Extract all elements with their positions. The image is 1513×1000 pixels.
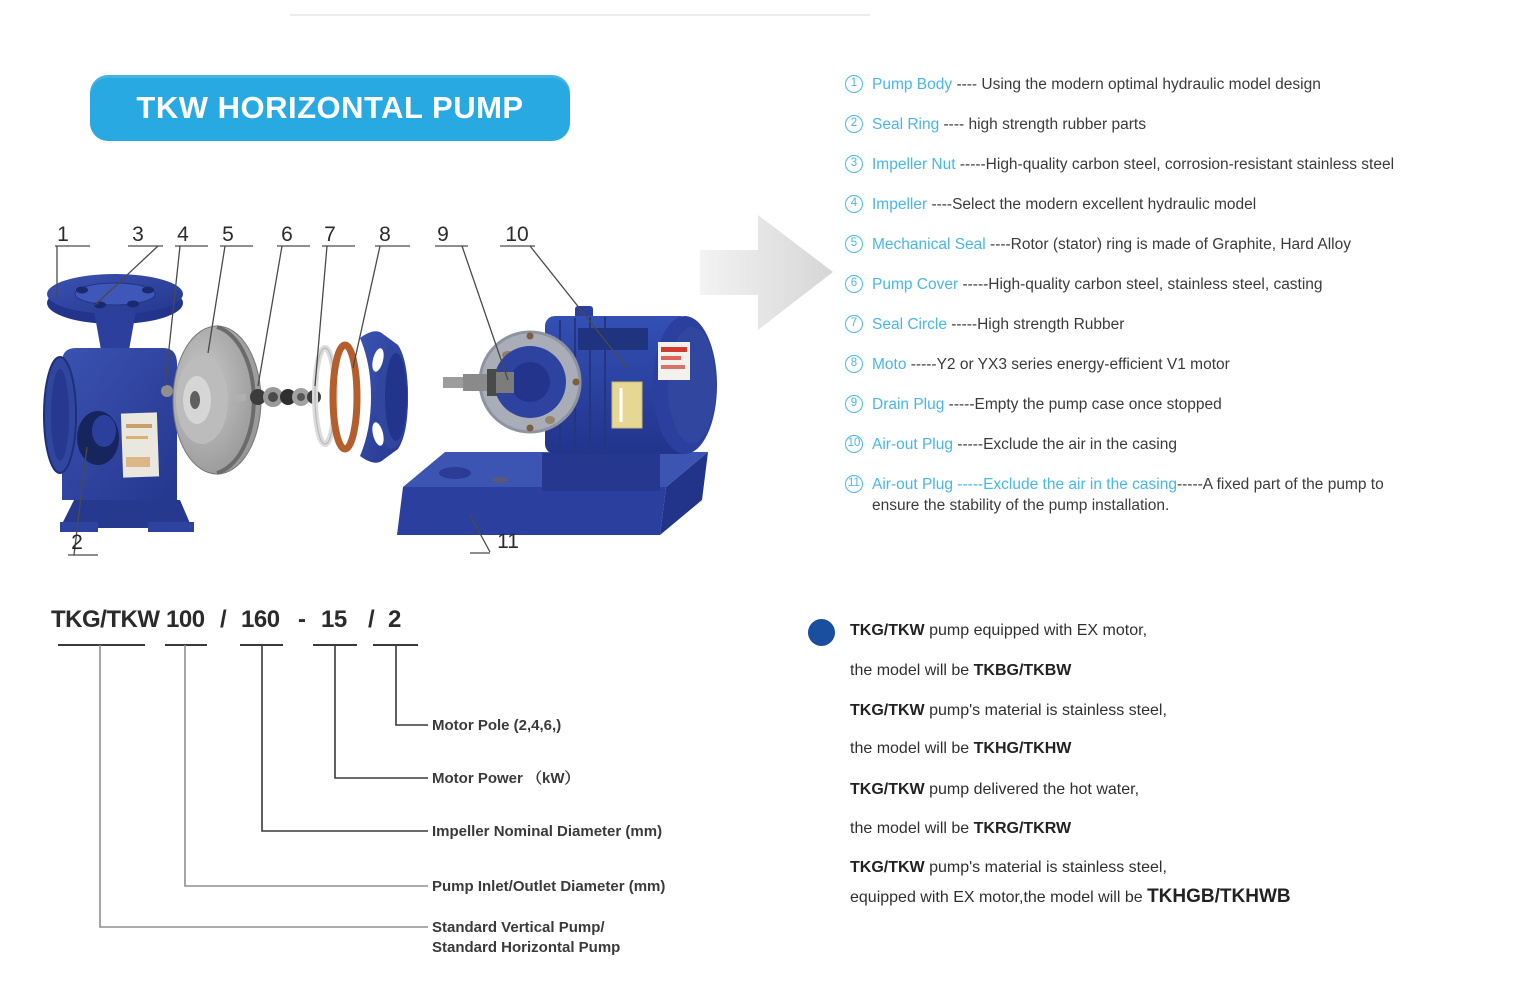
legend-item-pump-cover: 6 Pump Cover -----High-quality carbon steel, stainless steel, casting xyxy=(845,274,1505,295)
impeller-part xyxy=(173,326,261,474)
label-standard-pump-2: Standard Horizontal Pump xyxy=(432,939,621,956)
model-notes xyxy=(808,610,1448,940)
note-line-5: TKG/TKW pump delivered the hot water, xyxy=(850,781,1140,798)
part-number-8: 8 xyxy=(379,223,391,246)
legend-item-air-out-plug: 10 Air-out Plug -----Exclude the air in the casing xyxy=(845,434,1505,455)
note-line-6: the model will be TKRG/TKRW xyxy=(850,820,1072,837)
note-line-8: equipped with EX motor,the model will be TKHGB/TKHWB xyxy=(850,886,1291,907)
legend-number-badge: 5 xyxy=(845,235,863,253)
legend-number-badge: 11 xyxy=(845,475,863,493)
label-standard-pump-1: Standard Vertical Pump/ xyxy=(432,919,605,936)
part-number-1: 1 xyxy=(57,223,69,246)
parts-legend xyxy=(845,74,1505,535)
model-code-diagram xyxy=(40,595,740,990)
legend-item-air-out-plug-2: 11 Air-out Plug -----Exclude the air in the casing-----A fixed part of the pump to ensure the stability of the pump installation. xyxy=(845,474,1505,516)
legend-number-badge: 7 xyxy=(845,315,863,333)
model-separator-slash: / xyxy=(220,606,227,633)
legend-number-badge: 6 xyxy=(845,275,863,293)
legend-number-badge: 3 xyxy=(845,155,863,173)
model-segment-pole: 2 xyxy=(388,606,401,633)
part-number-10: 10 xyxy=(505,223,529,246)
part-number-5: 5 xyxy=(222,223,234,246)
shaft-part xyxy=(443,369,514,396)
legend-item-impeller: 4 Impeller ----Select the modern excellent hydraulic model xyxy=(845,194,1505,215)
note-line-4: the model will be TKHG/TKHW xyxy=(850,740,1072,757)
model-code-segments xyxy=(51,606,401,633)
bullet-icon xyxy=(808,619,835,646)
legend-item-mechanical-seal: 5 Mechanical Seal ----Rotor (stator) ring is made of Graphite, Hard Alloy xyxy=(845,234,1505,255)
part-number-4: 4 xyxy=(177,223,189,246)
legend-number-badge: 1 xyxy=(845,75,863,93)
part-number-2: 2 xyxy=(71,531,83,554)
legend-item-pump-body: 1 Pump Body ---- Using the modern optimal hydraulic model design xyxy=(845,74,1505,95)
label-pump-inlet-outlet: Pump Inlet/Outlet Diameter (mm) xyxy=(432,878,666,895)
model-tree-labels xyxy=(432,717,665,956)
label-impeller-diameter: Impeller Nominal Diameter (mm) xyxy=(432,823,663,840)
title-banner xyxy=(90,75,570,141)
legend-number-badge: 10 xyxy=(845,435,863,453)
label-motor-power: Motor Power （kW） xyxy=(432,770,580,787)
part-number-6: 6 xyxy=(281,223,293,246)
legend-number-badge: 8 xyxy=(845,355,863,373)
legend-item-seal-circle: 7 Seal Circle -----High strength Rubber xyxy=(845,314,1505,335)
model-separator-slash2: / xyxy=(368,606,375,633)
pump-body-part xyxy=(44,274,194,532)
part-number-11: 11 xyxy=(497,530,519,553)
legend-item-seal-ring: 2 Seal Ring ---- high strength rubber parts xyxy=(845,114,1505,135)
legend-item-drain-plug: 9 Drain Plug -----Empty the pump case once stopped xyxy=(845,394,1505,415)
model-tree-lines xyxy=(58,645,428,927)
arrow-right-icon xyxy=(700,215,833,330)
note-line-3: TKG/TKW pump's material is stainless steel, xyxy=(850,702,1167,719)
model-segment-power: 15 xyxy=(321,606,347,633)
note-line-1: TKG/TKW pump equipped with EX motor, xyxy=(850,622,1148,639)
model-separator-dash: - xyxy=(298,606,306,633)
part-number-9: 9 xyxy=(437,223,449,246)
page-title: TKW HORIZONTAL PUMP xyxy=(136,90,524,125)
pump-cover-part xyxy=(333,331,408,462)
scan-artifact-line xyxy=(290,14,870,16)
note-line-7: TKG/TKW pump's material is stainless steel, xyxy=(850,859,1167,876)
legend-number-badge: 9 xyxy=(845,395,863,413)
legend-item-impeller-nut: 3 Impeller Nut -----High-quality carbon steel, corrosion-resistant stainless steel xyxy=(845,154,1505,175)
pump-exploded-diagram xyxy=(30,210,840,560)
part-number-3: 3 xyxy=(132,223,144,246)
legend-number-badge: 4 xyxy=(845,195,863,213)
model-segment-impeller: 160 xyxy=(241,606,280,633)
legend-item-motor: 8 Moto -----Y2 or YX3 series energy-efficient V1 motor xyxy=(845,354,1505,375)
note-line-2: the model will be TKBG/TKBW xyxy=(850,662,1072,679)
model-segment-series: TKG/TKW xyxy=(51,606,160,633)
part-number-7: 7 xyxy=(324,223,336,246)
label-motor-pole: Motor Pole (2,4,6,) xyxy=(432,717,562,734)
model-segment-inlet: 100 xyxy=(166,606,205,633)
legend-number-badge: 2 xyxy=(845,115,863,133)
